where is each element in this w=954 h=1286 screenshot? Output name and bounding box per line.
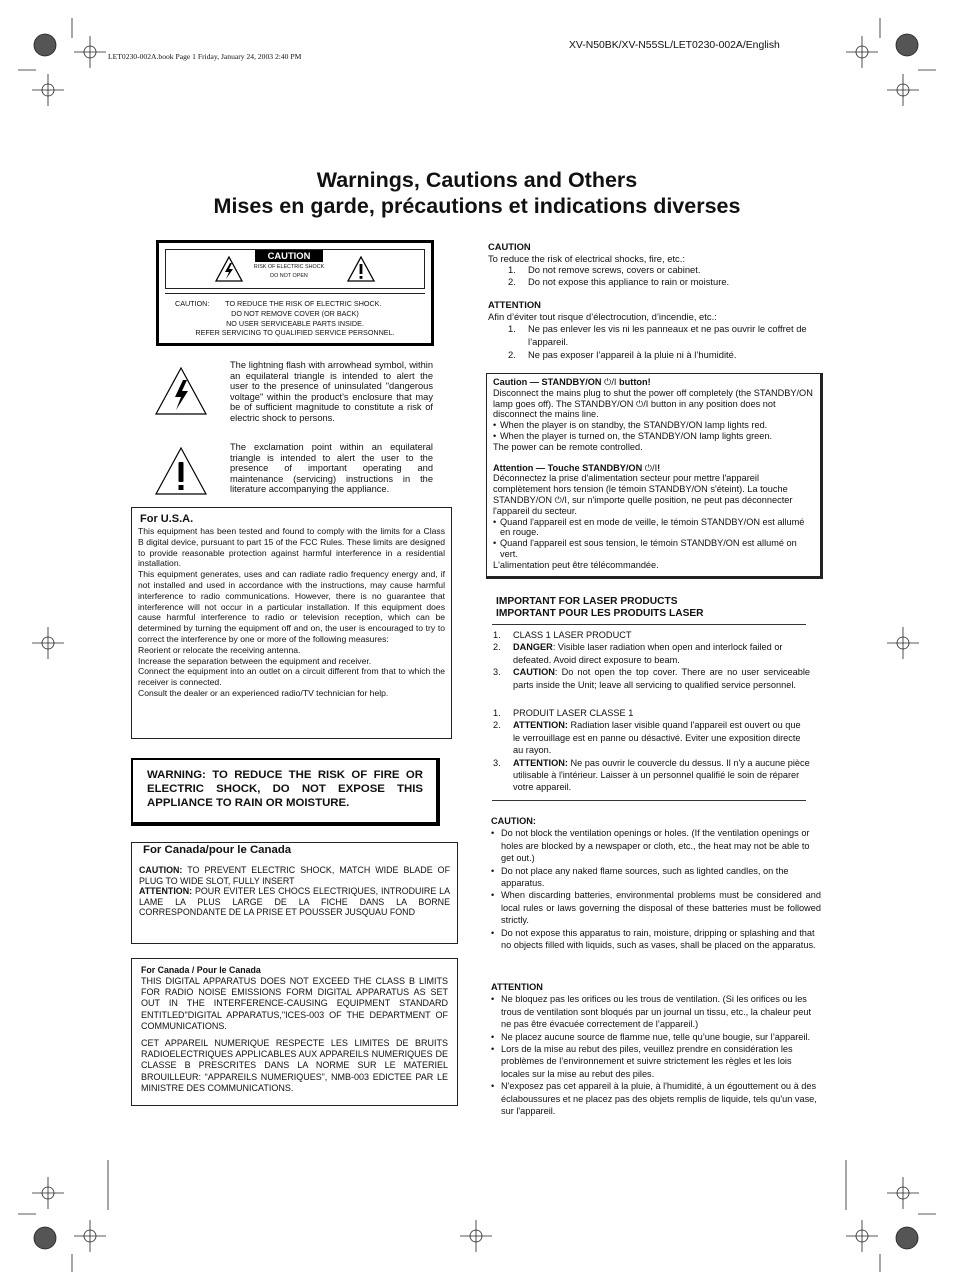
caution-label-sub2: DO NOT OPEN xyxy=(270,273,308,279)
laser-fr-list xyxy=(493,707,810,794)
list-item: 2. Do not expose this appliance to rain or moisture. xyxy=(508,275,730,287)
list-item: • N'exposez pas cet appareil à la pluie, à l'humidité, à un égouttement ou à des éclaboussures et ne placez pas des objets remplis de liquide, tels qu'un vase, sur l'appareil. xyxy=(491,1081,817,1117)
caution-label-line2: DO NOT REMOVE COVER (OR BACK) xyxy=(231,309,359,318)
canada-plug-section xyxy=(131,842,458,944)
list-item: • When discarding batteries, environmental problems must be considered and local rules or laws governing the disposal of these batteries must be followed strictly. xyxy=(491,890,821,926)
list-item: • Quand l'appareil est sous tension, le témoin STANDBY/ON est allumé on vert. xyxy=(493,538,797,559)
standby-en-text: Disconnect the mains plug to shut the power off completely (the STANDBY/ON lamp goes off). The STANDBY/ON ⏻/I button in any position does not disconnect the mains line. xyxy=(493,387,813,420)
usa-heading: For U.S.A. xyxy=(140,513,194,525)
caution-label-line3: NO USER SERVICEABLE PARTS INSIDE. xyxy=(226,319,364,328)
list-item: • Quand l'appareil est en mode de veille, le témoin STANDBY/ON est allumé en rouge. xyxy=(493,516,805,538)
canada-plug-attention: ATTENTION: POUR EVITER LES CHOCS ELECTRIQUES, INTRODUIRE LA LAME LA PLUS LARGE DE LA FICHE DANS LA BORNE CORRESPONDANTE DE LA PRISE ET POUSSER JUSQUAU FOND xyxy=(139,886,450,918)
usa-paragraph-2: This equipment generates, uses and can radiate radio frequency energy and, if not installed and used in accordance with the instructions, may cause harmful interference to radio communications. However, there is no guarantee that interference will not occur in a particular installation. If this equipment does cause harmful interference to radio or television reception, which can be determined by turning the equipment off and on, the user is encouraged to try to correct the interference by one or more of the following measures: xyxy=(138,569,445,644)
exclamation-triangle-icon xyxy=(347,256,375,282)
right-attention-heading: ATTENTION xyxy=(488,299,541,310)
divider xyxy=(492,624,806,625)
right-caution-heading: CAUTION xyxy=(488,241,531,252)
caution-label-line1: CAUTION: TO REDUCE THE RISK OF ELECTRIC SHOCK. xyxy=(175,299,382,308)
list-item: • Do not expose this apparatus to rain, moisture, dripping or splashing and that no objects filled with liquids, such as vases, shall be placed on the apparatus. xyxy=(491,927,816,951)
list-item: • Ne bloquez pas les orifices ou les trous de ventilation. (Si les orifices ou les trous de ventilation sont bloqués par un journal un tissu, etc., la chaleur peut ne pas être évacuée correctement de l’appareil.) xyxy=(491,994,812,1030)
caution-list-heading: CAUTION: xyxy=(491,816,536,826)
laser-heading-fr: IMPORTANT POUR LES PRODUITS LASER xyxy=(496,608,704,619)
canada-digital-heading: For Canada / Pour le Canada xyxy=(141,965,261,975)
warning-text: WARNING: TO REDUCE THE RISK OF FIRE OR ELECTRIC SHOCK, DO NOT EXPOSE THIS APPLIANCE TO RAIN OR MOISTURE. xyxy=(147,769,423,809)
book-line: LET0230-002A.book Page 1 Friday, January 24, 2003 2:40 PM xyxy=(108,52,302,61)
caution-label xyxy=(156,240,434,346)
model-header: XV-N50BK/XV-N55SL/LET0230-002A/English xyxy=(569,40,780,51)
list-item: 1. CLASS 1 LASER PRODUCT xyxy=(493,630,632,640)
page-title-en: Warnings, Cautions and Others xyxy=(316,168,638,192)
standby-fr-remote: L'alimentation peut être télécommandée. xyxy=(493,559,659,570)
caution-list-section xyxy=(491,815,821,951)
laser-en-list xyxy=(493,629,810,691)
list-item: • Ne placez aucune source de flamme nue, telle qu’une bougie, sur l’appareil. xyxy=(491,1031,810,1042)
list-item: • Do not block the ventilation openings or holes. (If the ventilation openings or holes are blocked by a newspaper or cloth, etc., the heat may not be able to get out.) xyxy=(491,828,810,864)
canada-digital-fr: CET APPAREIL NUMERIQUE RESPECTE LES LIMITES DE BRUITS RADIOELECTRIQUES APPLICABLES AUX APPAREILS NUMERIQUES DE CLASSE B PRESCRITES DANS LA NORME SUR LE MATERIEL BROUILLEUR: “APPAREILS NUMERIQUES”, NMB-003 EDICTEE PAR LE MINISTRE DES COMMUNICATIONS. xyxy=(141,1038,448,1093)
warning-box xyxy=(131,758,440,826)
lightning-explanation: The lightning flash with arrowhead symbol, within an equilateral triangle is intended to alert the user to the presence of uninsulated "dangerous voltage" within the product's enclosure that may be of sufficient magnitude to constitute a risk of electric shock to persons. xyxy=(230,360,433,423)
caution-label-header: CAUTION xyxy=(255,250,323,262)
usa-paragraph-1: This equipment has been tested and found to comply with the limits for a Class B digital device, pursuant to part 15 of the FCC Rules. These limits are designed to provide reasonable protection against harmful interference in a residential installation. xyxy=(138,526,445,569)
caution-label-sub1: RISK OF ELECTRIC SHOCK xyxy=(253,264,325,270)
lightning-triangle-icon xyxy=(215,256,243,282)
right-caution xyxy=(488,241,824,287)
attention-list-heading: ATTENTION xyxy=(491,982,543,992)
right-caution-intro: To reduce the risk of electrical shocks, fire, etc.: xyxy=(488,252,685,264)
list-item: 2. ATTENTION: Radiation laser visible quand l'appareil est ouvert ou que le verrouillage est en panne ou désactivé. Eviter une exposition directe au rayon. xyxy=(493,720,801,756)
list-item: • Do not place any naked flame sources, such as lighted candles, on the apparatus. xyxy=(491,865,789,889)
exclamation-warning-icon xyxy=(154,446,208,496)
right-attention xyxy=(488,299,824,361)
standby-en-remote: The power can be remote controlled. xyxy=(493,441,643,452)
canada-digital-section xyxy=(131,958,458,1106)
list-item: 2. DANGER: Visible laser radiation when open and interlock failed or defeated. Avoid direct exposure to beam. xyxy=(493,642,783,665)
standby-fr-text: Déconnectez la prise d'alimentation secteur pour mettre l'appareil complètement hors tension (le témoin STANDBY/ON s'éteint). La touche STANDBY/ON ⏻/I, sur n'importe quelle position, ne peut pas déconnecter l'appareil du secteur. xyxy=(493,473,793,516)
power-symbol-icon: ⏻/I xyxy=(604,377,617,387)
list-item: • Lors de la mise au rebut des piles, veuillez prendre en considération les problèmes de l’environnement et suivre strictement les règles et les lois locales sur la mise au rebut des piles. xyxy=(491,1044,793,1079)
lightning-warning-icon xyxy=(154,366,208,416)
caution-label-line4: REFER SERVICING TO QUALIFIED SERVICE PERSONNEL. xyxy=(195,328,395,337)
usa-measure-4: Consult the dealer or an experienced radio/TV technician for help. xyxy=(138,687,389,698)
list-item: 1. PRODUIT LASER CLASSE 1 xyxy=(493,708,634,718)
page-title-fr: Mises en garde, précautions et indications diverses xyxy=(213,194,741,218)
canada-digital-en: THIS DIGITAL APPARATUS DOES NOT EXCEED THE CLASS B LIMITS FOR RADIO NOISE EMISSIONS FORM DIGITAL APPARATUS AS SET OUT IN THE INTERFERENCE-CAUSING EQUIPMENT STANDARD ENTITLED"DIGITAL APPARATUS,"ICES-003 OF THE DEPARTMENT OF COMMUNICATIONS. xyxy=(141,976,448,1031)
attention-list-section xyxy=(491,981,821,1117)
list-item: 3. CAUTION: Do not open the top cover. There are no user serviceable parts inside the Unit; leave all servicing to qualified service personnel. xyxy=(493,667,810,690)
usa-measure-1: Reorient or relocate the receiving antenna. xyxy=(138,644,301,655)
usa-measure-3: Connect the equipment into an outlet on a circuit different from that to which the receiver is connected. xyxy=(138,666,445,688)
laser-heading-en: IMPORTANT FOR LASER PRODUCTS xyxy=(496,596,678,607)
power-symbol-icon: ⏻/I xyxy=(644,462,658,473)
divider xyxy=(492,800,806,801)
list-item: 1. Ne pas enlever les vis ni les panneaux et ne pas ouvrir le coffret de l’appareil. xyxy=(508,323,807,348)
list-item: • When the player is on standby, the STANDBY/ON lamp lights red. xyxy=(493,420,768,431)
list-item: 2. Ne pas exposer l’appareil à la pluie ni à l’humidité. xyxy=(508,349,737,361)
usa-measure-2: Increase the separation between the equipment and receiver. xyxy=(138,655,372,666)
standby-heading-en: Caution — STANDBY/ON ⏻/I button! xyxy=(493,377,651,387)
list-item: 3. ATTENTION: Ne pas ouvrir le couvercle du dessus. Il n'y a aucune pièce utilisable à l'intérieur. Laisser à un personnel qualifié le soin de réparer votre appareil. xyxy=(493,757,810,793)
standby-box xyxy=(486,373,823,579)
usa-section xyxy=(131,507,452,739)
standby-heading-fr: Attention — Touche STANDBY/ON ⏻/I! xyxy=(493,462,661,473)
canada-heading: For Canada/pour le Canada xyxy=(143,844,292,856)
exclamation-explanation: The exclamation point within an equilateral triangle is intended to alert the user to the presence of important operating and maintenance (servicing) instructions in the literature accompanying the appliance. xyxy=(230,442,433,495)
power-symbol-icon: ⏻/I xyxy=(635,398,649,409)
right-attention-intro: Afin d’éviter tout risque d’électrocution, d’incendie, etc.: xyxy=(488,310,717,322)
list-item: 1. Do not remove screws, covers or cabinet. xyxy=(508,264,701,276)
list-item: • When the player is turned on, the STANDBY/ON lamp lights green. xyxy=(493,430,773,441)
power-symbol-icon: ⏻/I xyxy=(554,494,567,505)
canada-plug-caution: CAUTION: TO PREVENT ELECTRIC SHOCK, MATCH WIDE BLADE OF PLUG TO WIDE SLOT, FULLY INSERT xyxy=(139,865,450,886)
